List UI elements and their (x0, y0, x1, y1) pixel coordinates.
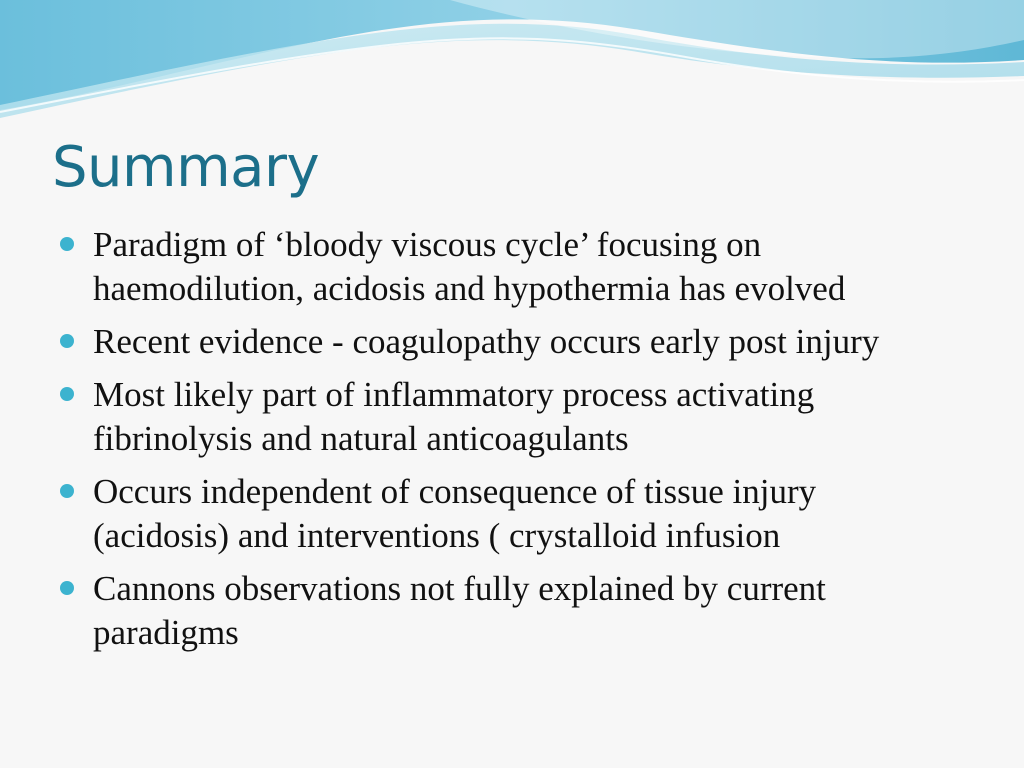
bullet-text: Most likely part of inflammatory process activating fibrinolysis and natural anticoagulants (93, 375, 815, 458)
header-wave-decoration (0, 0, 1024, 130)
bullet-text: Cannons observations not fully explained by current paradigms (93, 569, 826, 652)
bullet-list (60, 223, 960, 664)
slide-title: Summary (52, 135, 320, 200)
bullet-text: Recent evidence - coagulopathy occurs early post injury (93, 322, 880, 361)
bullet-item (60, 567, 960, 655)
bullet-item (60, 320, 960, 364)
bullet-item (60, 373, 960, 461)
bullet-text: Paradigm of ‘bloody viscous cycle’ focusing on haemodilution, acidosis and hypothermia has evolved (93, 225, 846, 308)
bullet-dot-icon (60, 334, 74, 348)
bullet-dot-icon (60, 387, 74, 401)
bullet-item (60, 470, 960, 558)
bullet-dot-icon (60, 484, 74, 498)
bullet-dot-icon (60, 581, 74, 595)
bullet-text: Occurs independent of consequence of tissue injury (acidosis) and interventions ( crystalloid infusion (93, 472, 817, 555)
bullet-item (60, 223, 960, 311)
bullet-dot-icon (60, 237, 74, 251)
